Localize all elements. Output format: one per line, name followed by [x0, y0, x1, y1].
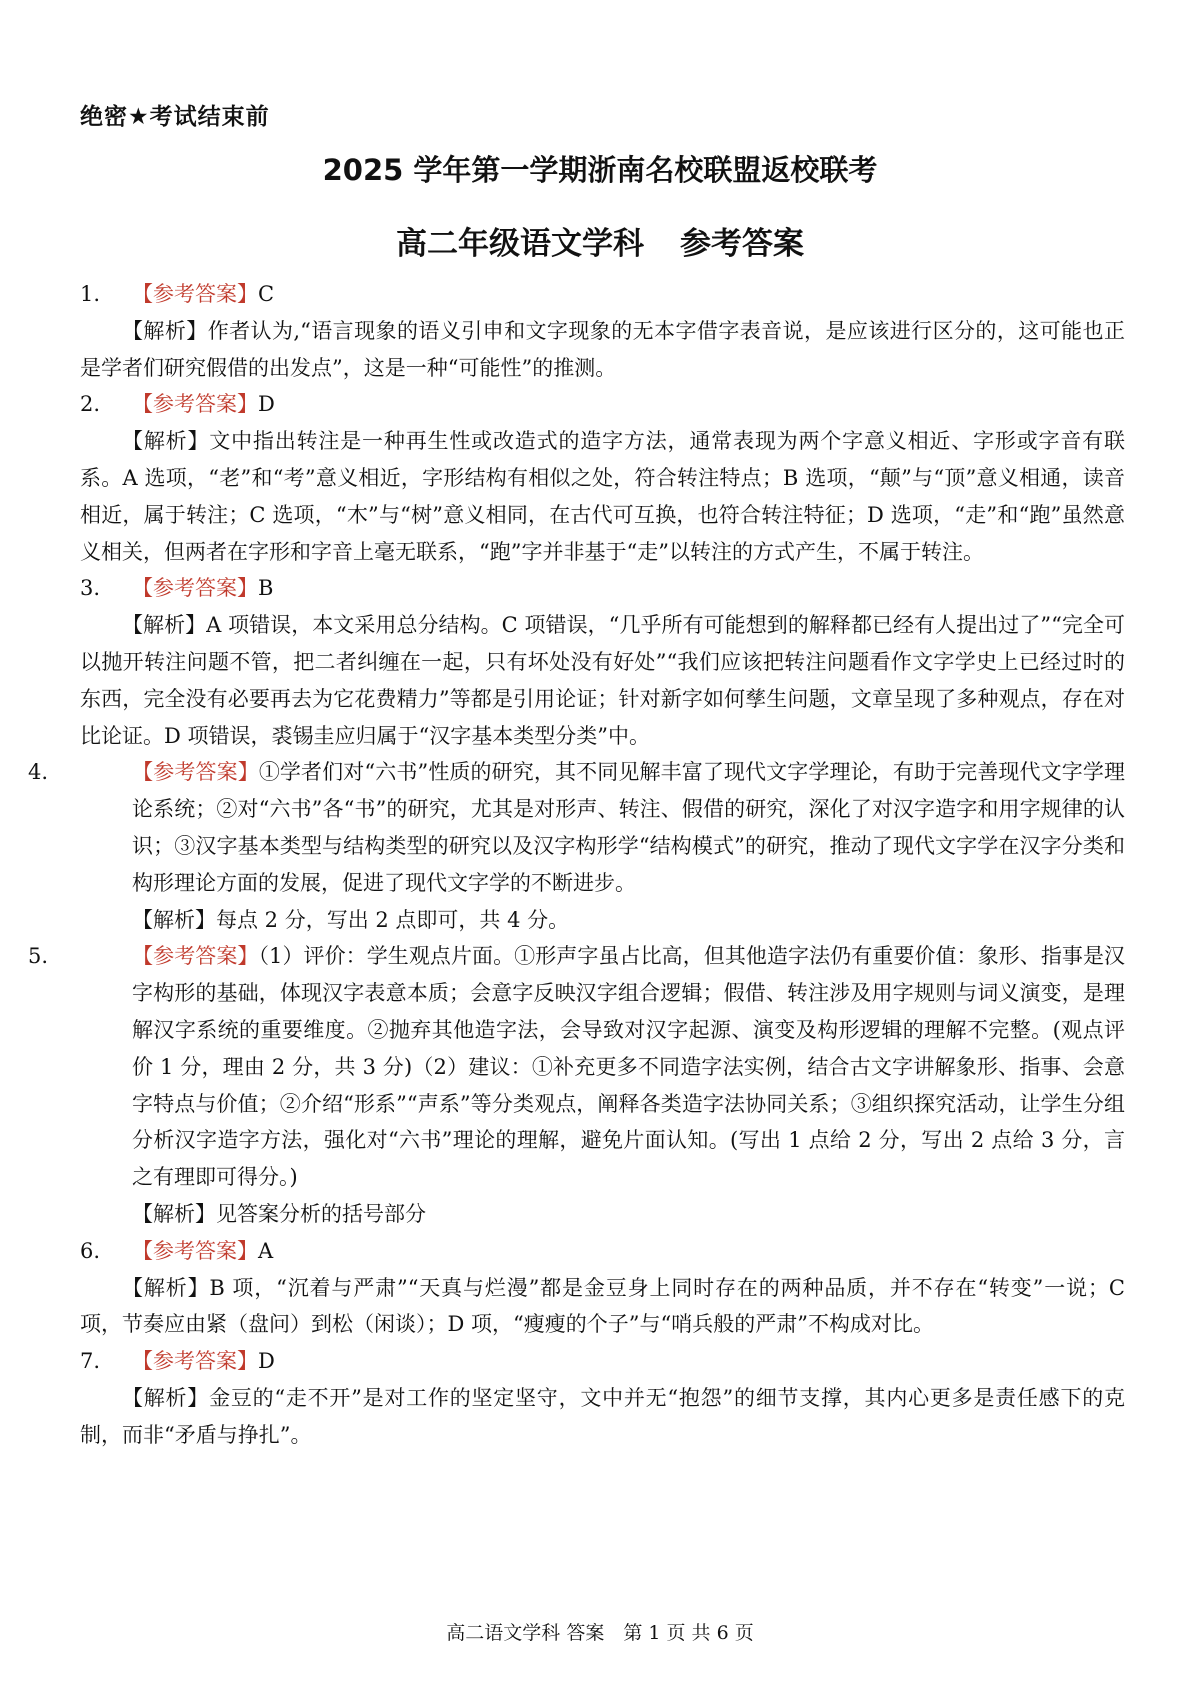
question-2 [80, 386, 1125, 570]
analysis-text: 【解析】B 项，“沉着与严肃”“天真与烂漫”都是金豆身上同时存在的两种品质，并不存在“转变”一说；C 项，节奏应由紧（盘问）到松（闲谈）；D 项，“瘦瘦的个子”与“哨兵般的严肃”不构成对比。 [80, 1275, 1125, 1337]
answer-tag: 【参考答案】 [132, 392, 258, 417]
answer-value: B [258, 576, 274, 601]
analysis-text: 【解析】每点 2 分，写出 2 点即可，共 4 分。 [132, 907, 570, 932]
answer-tag: 【参考答案】 [132, 576, 258, 601]
analysis-text: 【解析】见答案分析的括号部分 [132, 1201, 426, 1226]
analysis-text: 【解析】A 项错误，本文采用总分结构。C 项错误，“几乎所有可能想到的解释都已经有人提出过了”“完全可以抛开转注问题不管，把二者纠缠在一起，只有坏处没有好处”“我们应该把转注问题看作文字学史上已经过时的东西，完全没有必要再去为它花费精力”等都是引用论证；针对新字如何孳生问题，文章呈现了多种观点，存在对比论证。D 项错误，裘锡圭应归属于“汉字基本类型分类”中。 [80, 613, 1125, 748]
question-number: 2. [80, 392, 101, 417]
analysis-text: 【解析】文中指出转注是一种再生性或改造式的造字方法，通常表现为两个字意义相近、字形或字音有联系。A 选项，“老”和“考”意义相近，字形结构有相似之处，符合转注特点；B 选项，“颠”与“顶”意义相通，读音相近，属于转注；C 选项，“木”与“树”意义相同，在古代可互换，也符合转注特征；D 选项，“走”和“跑”虽然意义相关，但两者在字形和字音上毫无联系，“跑”字并非基于“走”以转注的方式产生，不属于转注。 [80, 429, 1125, 564]
answer-value: （1）评价：学生观点片面。①形声字虽占比高，但其他造字法仍有重要价值：象形、指事是汉字构形的基础，体现汉字表意本质；会意字反映汉字组合逻辑；假借、转注涉及用字规则与词义演变，是理解汉字系统的重要维度。②抛弃其他造字法，会导致对汉字起源、演变及构形逻辑的理解不完整。(观点评价 1 分，理由 2 分，共 3 分)（2）建议：①补充更多不同造字法实例，结合古文字讲解象形、指事、会意字特点与价值；②介绍“形系”“声系”等分类观点，阐释各类造字法协同关系；③组织探究活动，让学生分组分析汉字造字方法，强化对“六书”理论的理解，避免片面认知。(写出 1 点给 2 分，写出 2 点给 3 分，言之有理即可得分。) [132, 944, 1126, 1190]
question-number: 7. [80, 1349, 101, 1374]
subject-label: 高二年级语文学科 [396, 226, 644, 262]
analysis-text: 【解析】金豆的“走不开”是对工作的坚定坚守，文中并无“抱怨”的细节支撑，其内心更多是责任感下的克制，而非“矛盾与挣扎”。 [80, 1385, 1125, 1447]
answer-key-label: 参考答案 [680, 226, 804, 262]
question-1 [80, 276, 1125, 386]
answer-value: ①学者们对“六书”性质的研究，其不同见解丰富了现代文字学理论，有助于完善现代文字学理论系统；②对“六书”各“书”的研究，尤其是对形声、转注、假借的研究，深化了对汉字造字和用字规律的认识；③汉字基本类型与结构类型的研究以及汉字构形学“结构模式”的研究，推动了现代文字学在汉字分类和构形理论方面的发展，促进了现代文字学的不断进步。 [132, 760, 1126, 895]
answer-tag: 【参考答案】 [132, 760, 259, 785]
question-3 [80, 570, 1125, 754]
question-number: 4. [28, 760, 49, 785]
answer-body [28, 276, 1126, 1454]
question-5 [28, 938, 1126, 1232]
question-number: 1. [80, 282, 101, 306]
confidential-label: 绝密★考试结束前 [80, 104, 270, 130]
answer-tag: 【参考答案】 [132, 944, 259, 969]
analysis-text: 【解析】作者认为,“语言现象的语义引申和文字现象的无本字借字表音说，是应该进行区分的，这可能也正是学者们研究假借的出发点”，这是一种“可能性”的推测。 [80, 318, 1125, 380]
question-number: 6. [80, 1238, 101, 1263]
answer-tag: 【参考答案】 [132, 1349, 258, 1374]
answer-value: C [258, 282, 275, 306]
exam-subtitle [0, 218, 1200, 263]
page-footer: 高二语文学科 答案 第 1 页 共 6 页 [446, 1622, 754, 1644]
answer-tag: 【参考答案】 [132, 1238, 258, 1263]
question-4 [28, 754, 1126, 938]
question-6 [80, 1233, 1125, 1343]
answer-value: A [258, 1238, 274, 1263]
question-number: 3. [80, 576, 101, 601]
answer-value: D [258, 392, 275, 417]
answer-tag: 【参考答案】 [132, 282, 258, 306]
question-7 [80, 1343, 1125, 1453]
exam-title: 2025 学年第一学期浙南名校联盟返校联考 [322, 153, 878, 187]
question-number: 5. [28, 944, 49, 969]
answer-value: D [258, 1349, 275, 1374]
